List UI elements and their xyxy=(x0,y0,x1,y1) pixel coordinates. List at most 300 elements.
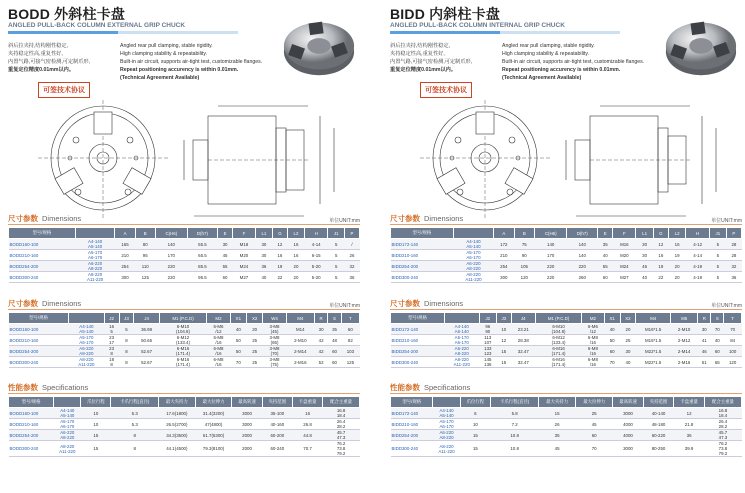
table-header-cell: J2 xyxy=(104,313,119,324)
table-cell: 4-14 xyxy=(305,239,328,250)
table-cell: 50 xyxy=(604,335,620,346)
section-divider xyxy=(8,224,360,225)
section-heading-en: Specifications xyxy=(42,383,89,392)
table-cell: 3000 xyxy=(613,408,644,419)
table-cell: A8-220 A11-220 xyxy=(69,357,105,368)
table-row xyxy=(9,419,360,430)
table-header-cell: J4 xyxy=(134,313,159,324)
table-cell: 44.1(4500) xyxy=(158,441,195,457)
technical-drawing-area xyxy=(8,100,370,228)
description-line: (Technical Agreement Available) xyxy=(120,75,200,81)
description-cn xyxy=(390,42,500,74)
table-cell: BODD160-100 xyxy=(9,239,76,250)
table-header-cell: J3 xyxy=(119,313,134,324)
table-cell: M22*1.5 xyxy=(636,357,671,368)
page-title: BODD 外斜柱卡盘 xyxy=(8,6,126,22)
table-cell: 35 xyxy=(539,430,576,441)
table-header-cell: 最高转速 xyxy=(613,397,644,408)
section-heading-cn: 性能参数 xyxy=(8,383,38,392)
table-cell: 26.8 xyxy=(292,419,322,430)
table-cell: 12 xyxy=(653,239,668,250)
table-header-cell: 卡盘重量 xyxy=(292,397,322,408)
table-row xyxy=(9,324,360,335)
table-cell: 3-M8 (45) xyxy=(263,324,286,335)
table-cell: A8-220 A11-220 xyxy=(445,357,480,368)
section-heading xyxy=(390,213,463,224)
table-cell: 40 xyxy=(636,272,653,283)
specifications-table xyxy=(390,396,742,457)
table-cell: 5.3 xyxy=(111,419,158,430)
table-cell: 60-200 xyxy=(262,430,292,441)
table-cell: BIDD172-140 xyxy=(391,239,454,250)
table-cell: 82 xyxy=(341,335,359,346)
table-row xyxy=(9,335,360,346)
table-cell: BIDD210-160 xyxy=(391,335,445,346)
table-cell: 35-100 xyxy=(262,408,292,419)
chuck-photo xyxy=(662,8,740,80)
table-header-cell: A xyxy=(115,228,135,239)
table-cell: M16*1.5 xyxy=(636,324,671,335)
table-header-cell xyxy=(75,228,115,239)
table-cell: 36 xyxy=(726,272,741,283)
section-heading-cn: 尺寸参数 xyxy=(8,214,38,223)
page-subtitle: ANGLED PULL-BACK COLUMN INTERNAL GRIP CHUCK xyxy=(390,22,565,29)
table-cell: 6-M16 (171.4) xyxy=(159,357,207,368)
table-row xyxy=(9,239,360,250)
table-cell: 170 xyxy=(155,250,187,261)
accent-bar xyxy=(8,31,238,34)
table-cell: 254 xyxy=(115,261,135,272)
section-heading-cn: 尺寸参数 xyxy=(390,299,420,308)
table-header-cell: T xyxy=(724,313,742,324)
table-cell: 7.2 xyxy=(491,419,539,430)
table-cell: M16 xyxy=(613,239,636,250)
table-cell: 45.7 47.3 xyxy=(704,430,741,441)
table-cell: A5-170 A6-170 xyxy=(54,419,81,430)
table-header-cell: P xyxy=(344,228,359,239)
table-cell: A8-220 A11-220 xyxy=(75,272,115,283)
table-cell: 5.8 xyxy=(491,408,539,419)
table-cell: 16 xyxy=(272,250,287,261)
table-cell: 6-M8 /16 xyxy=(582,346,605,357)
table-cell: 103 xyxy=(341,346,359,357)
table-cell: BIDD300-240 xyxy=(391,441,433,457)
table-cell: 30 xyxy=(620,346,636,357)
table-cell: 5 xyxy=(709,272,726,283)
table-cell: 145 136 xyxy=(479,357,497,368)
table-header-cell: 夹持范围 xyxy=(262,397,292,408)
table-header-cell: M1 (P.C.D) xyxy=(536,313,582,324)
section-heading xyxy=(8,213,81,224)
table-row xyxy=(391,408,742,419)
table-header-cell: L2 xyxy=(668,228,685,239)
table-header-cell: F xyxy=(613,228,636,239)
table-cell: 70.7 xyxy=(292,441,322,457)
table-cell: M24 xyxy=(613,261,636,272)
table-cell: 16 xyxy=(287,239,304,250)
table-cell: 12 xyxy=(272,239,287,250)
table-cell: 140 xyxy=(155,239,187,250)
technical-drawing-area xyxy=(390,100,745,228)
table-header-cell: 最大拉伸力 xyxy=(195,397,232,408)
table-cell: 60 xyxy=(328,357,341,368)
table-row xyxy=(9,430,360,441)
table-row xyxy=(9,346,360,357)
table-cell: 26.4 28.2 xyxy=(704,419,741,430)
table-cell: M22*1.5 xyxy=(636,346,671,357)
table-cell: 61.7(6300) xyxy=(195,430,232,441)
table-cell: 3000 xyxy=(613,441,644,457)
table-cell: 60 xyxy=(604,346,620,357)
table-cell: 140 xyxy=(567,250,598,261)
table-cell: 25 xyxy=(620,335,636,346)
table-cell: 3000 xyxy=(232,408,262,419)
table-header-cell: H xyxy=(305,228,328,239)
table-row xyxy=(391,346,742,357)
table-cell: 32 xyxy=(726,261,741,272)
table-cell: 5 xyxy=(328,261,345,272)
table-cell: 80-250 xyxy=(643,441,674,457)
table-cell: 2000 xyxy=(232,430,262,441)
description-line: High clamping stability & repeatability. xyxy=(120,51,207,57)
table-cell: M16*1.5 xyxy=(636,335,671,346)
table-cell: 19 xyxy=(653,261,668,272)
table-cell: 21.8 xyxy=(674,419,705,430)
description-line: 内置气路,可接气密检测,可定制爪形, xyxy=(390,59,473,65)
table-row xyxy=(391,272,742,283)
table-header-cell: J3 xyxy=(497,313,511,324)
table-header-cell: 最大夹持力 xyxy=(158,397,195,408)
table-cell: M27 xyxy=(613,272,636,283)
table-cell: 6-M6 /12 xyxy=(207,324,230,335)
table-cell: 120 xyxy=(724,357,742,368)
table-cell: 45 xyxy=(576,419,613,430)
table-cell: 25 xyxy=(247,346,263,357)
unit-label: 单位UNIT:mm xyxy=(329,218,360,224)
description-line: Repeat positioning accurency is within 0.01mm. xyxy=(502,67,621,73)
table-cell: 85.5 xyxy=(187,261,217,272)
table-cell: 5 xyxy=(328,272,345,283)
table-cell: 6 xyxy=(460,408,491,419)
table-cell: 40 xyxy=(604,324,620,335)
table-cell: BODD160-100 xyxy=(9,408,54,419)
table-cell: A5-170 A6-170 xyxy=(69,335,105,346)
table-cell: 65 xyxy=(711,357,724,368)
table-cell: 165 xyxy=(115,239,135,250)
dimensions-table xyxy=(390,227,742,283)
table-cell: 80 xyxy=(135,239,155,250)
table-header-cell: 卡爪行程(直径) xyxy=(111,397,158,408)
table-cell: 44.8 xyxy=(292,430,322,441)
table-cell: 220 xyxy=(535,272,567,283)
table-cell: A8-220 A11-220 xyxy=(54,441,81,457)
table-cell: 40-140 xyxy=(643,408,674,419)
table-cell: 6-M12 (133.4) xyxy=(159,335,207,346)
unit-label: 单位UNIT:mm xyxy=(711,303,742,309)
table-cell: 19 xyxy=(668,250,685,261)
table-cell: 28 xyxy=(726,239,741,250)
table-cell: 40 xyxy=(230,324,246,335)
table-cell: 40 xyxy=(620,357,636,368)
table-header-cell: R xyxy=(314,313,327,324)
table-cell: 6-M8 /16 xyxy=(207,335,230,346)
table-cell: 34.3(3500) xyxy=(158,430,195,441)
table-cell: 300 xyxy=(115,272,135,283)
table-cell: 60 xyxy=(711,346,724,357)
table-header-cell: H xyxy=(686,228,710,239)
table-cell: 50 xyxy=(230,346,246,357)
table-cell: 133 123 xyxy=(479,346,497,357)
table-cell: 110 xyxy=(135,261,155,272)
table-cell: 16.8 18.4 xyxy=(704,408,741,419)
table-cell: 36 xyxy=(674,430,705,441)
table-cell: A6-220 A8-220 xyxy=(433,430,460,441)
table-cell: 16 xyxy=(668,239,685,250)
table-cell: BIDD254-200 xyxy=(391,261,454,272)
table-cell: 4000 xyxy=(613,419,644,430)
section-divider xyxy=(8,393,360,394)
table-header-cell: J4 xyxy=(511,313,536,324)
table-cell: M27 xyxy=(233,272,256,283)
table-header-cell: 配合主重量 xyxy=(704,397,741,408)
table-header-cell: J2 xyxy=(479,313,497,324)
table-header-cell xyxy=(445,313,480,324)
table-cell: 6-M8 /16 xyxy=(582,357,605,368)
table-header-cell: E xyxy=(218,228,233,239)
table-cell: 50.65 xyxy=(134,335,159,346)
table-cell: 30 xyxy=(636,250,653,261)
table-header-cell: A xyxy=(494,228,515,239)
table-cell: 23 17 xyxy=(104,335,119,346)
table-cell: A4-140 A5-140 xyxy=(433,408,460,419)
table-cell: 52 xyxy=(314,357,327,368)
table-cell: M24 xyxy=(233,261,256,272)
section-heading-cn: 尺寸参数 xyxy=(390,214,420,223)
table-cell: 32.47 xyxy=(511,346,536,357)
table-header-cell: S xyxy=(328,313,341,324)
table-cell: 6-M6 /12 xyxy=(582,324,605,335)
section-heading xyxy=(8,382,88,393)
table-cell: 6-M10 (104.8) xyxy=(159,324,207,335)
table-cell: 25 xyxy=(247,335,263,346)
table-cell: 28.38 xyxy=(511,335,536,346)
table-cell: 70 xyxy=(604,357,620,368)
table-cell: A6-220 A8-220 xyxy=(445,346,480,357)
table-cell: 50 xyxy=(230,335,246,346)
table-cell: A6-220 A8-220 xyxy=(69,346,105,357)
unit-label: 单位UNIT:mm xyxy=(329,303,360,309)
table-cell: 45.7 47.3 xyxy=(323,430,360,441)
table-cell: 6-M16 (171.4) xyxy=(159,346,207,357)
table-cell: BODD254-200 xyxy=(9,430,54,441)
description-line: Built-in air circuit, supports air-tight test, customizable flanges. xyxy=(502,59,645,65)
table-cell: 30 xyxy=(314,324,327,335)
table-cell: 4-19 xyxy=(686,272,710,283)
table-cell: 22 xyxy=(272,272,287,283)
table-cell: 16 xyxy=(653,250,668,261)
table-cell: A4-140 A5-140 xyxy=(453,239,493,250)
table-cell: A6-220 A8-220 xyxy=(75,261,115,272)
table-cell: M14 xyxy=(286,324,314,335)
table-cell: 10 xyxy=(81,408,111,419)
description-line: 夹持稳定性高,重复性好, xyxy=(8,51,63,57)
table-header-cell: P xyxy=(726,228,741,239)
table-cell: BODD210-160 xyxy=(9,250,76,261)
table-cell: 210 xyxy=(494,250,515,261)
table-cell: 30 xyxy=(698,324,711,335)
table-cell: BIDD300-240 xyxy=(391,357,445,368)
table-cell: 5 xyxy=(709,261,726,272)
table-cell: A6-220 A8-220 xyxy=(453,261,493,272)
table-cell: 76.2 73.8 79.2 xyxy=(704,441,741,457)
table-cell: BIDD172-140 xyxy=(391,324,445,335)
table-cell: 25 xyxy=(576,408,613,419)
table-header-cell: M4 xyxy=(286,313,314,324)
table-cell: 16.8 18.4 xyxy=(323,408,360,419)
table-cell: 4000 xyxy=(613,430,644,441)
section-divider xyxy=(390,393,742,394)
table-cell: 172 xyxy=(494,239,515,250)
table-cell: 113 107 xyxy=(479,335,497,346)
table-cell: 10 xyxy=(460,419,491,430)
chuck-photo xyxy=(280,8,358,80)
section-heading-en: Dimensions xyxy=(424,299,464,308)
right-panel-bidd xyxy=(390,0,745,493)
table-cell: 10.8 xyxy=(491,430,539,441)
table-header-cell: 最大拉伸力 xyxy=(576,397,613,408)
table-cell: BIDD254-200 xyxy=(391,346,445,357)
dimensions-table-2 xyxy=(8,312,360,368)
table-header-cell: L2 xyxy=(287,228,304,239)
table-header-cell: G xyxy=(653,228,668,239)
table-cell: 18 8 xyxy=(104,357,119,368)
table-cell: 47(4800) xyxy=(195,419,232,430)
table-cell: 36 xyxy=(344,272,359,283)
table-cell: 17.6(1800) xyxy=(158,408,195,419)
table-cell: 8 xyxy=(119,335,134,346)
table-cell: 76.2 73.8 79.2 xyxy=(323,441,360,457)
table-cell: 3-M8 (75) xyxy=(263,357,286,368)
table-header-cell: 卡盘重量 xyxy=(674,397,705,408)
description-cn xyxy=(8,42,118,74)
table-cell: BIDD254-200 xyxy=(391,430,433,441)
table-row xyxy=(391,324,742,335)
table-header-cell: M4 xyxy=(636,313,671,324)
table-cell: 96 90 xyxy=(479,324,497,335)
table-cell: 300 xyxy=(494,272,515,283)
description-line: (Technical Agreement Available) xyxy=(502,75,582,81)
table-header-cell: X2 xyxy=(247,313,263,324)
table-cell: 70 xyxy=(724,324,742,335)
table-cell: 10 xyxy=(497,324,511,335)
section-heading-en: Specifications xyxy=(424,383,471,392)
table-header-cell: F xyxy=(233,228,256,239)
table-cell: 60 xyxy=(218,272,233,283)
table-cell: A4-140 A5-140 xyxy=(445,324,480,335)
table-cell: 41 xyxy=(698,335,711,346)
table-cell: 60 xyxy=(576,430,613,441)
table-header-cell: D(h7) xyxy=(567,228,598,239)
table-cell: 30 xyxy=(636,239,653,250)
table-cell: 6-M8 /16 xyxy=(582,335,605,346)
section-heading xyxy=(8,298,81,309)
table-cell: 15 xyxy=(81,430,111,441)
table-cell: 15 xyxy=(497,357,511,368)
table-cell: 60 xyxy=(341,324,359,335)
table-header-cell: 爪位行程 xyxy=(460,397,491,408)
table-cell: 46 xyxy=(698,346,711,357)
table-cell: 60-220 xyxy=(643,430,674,441)
dimensions-table xyxy=(8,227,360,283)
table-cell: 6-15 xyxy=(305,250,328,261)
table-cell: 20 xyxy=(668,261,685,272)
table-header-cell: D(h7) xyxy=(187,228,217,239)
table-cell: 70 xyxy=(230,357,246,368)
table-cell: 10 xyxy=(81,419,111,430)
table-cell: 30 xyxy=(218,239,233,250)
table-header-cell xyxy=(433,397,460,408)
table-cell: 15 xyxy=(497,346,511,357)
table-cell: 2-M10 xyxy=(286,335,314,346)
table-cell: 3-M8 (70) xyxy=(263,346,286,357)
table-cell: 39.9 xyxy=(674,441,705,457)
table-cell: 140 xyxy=(567,239,598,250)
table-cell: 6-M8 /16 xyxy=(207,346,230,357)
table-header-cell: L1 xyxy=(255,228,272,239)
table-cell: 6-M8 /16 xyxy=(207,357,230,368)
table-cell: 35 xyxy=(598,239,613,250)
table-cell: 16 xyxy=(292,408,322,419)
table-cell: 40-160 xyxy=(262,419,292,430)
table-cell: 15 xyxy=(539,408,576,419)
table-header-cell: M2 xyxy=(207,313,230,324)
table-cell: 30 xyxy=(255,239,272,250)
table-cell: 8 xyxy=(119,357,134,368)
table-cell: 90 xyxy=(514,250,535,261)
table-row xyxy=(391,250,742,261)
description-en xyxy=(502,42,662,82)
table-header-cell: 型号/规格 xyxy=(9,313,69,324)
table-cell: A8-220 A11-220 xyxy=(433,441,460,457)
table-cell: 55.5 xyxy=(187,239,217,250)
table-cell: 120 xyxy=(514,272,535,283)
table-cell: 12 xyxy=(497,335,511,346)
table-cell: 5-20 xyxy=(305,261,328,272)
table-cell: 23 8 xyxy=(104,346,119,357)
description-en xyxy=(120,42,280,82)
table-cell: 2-M14 xyxy=(671,346,698,357)
table-cell: 26.4 28.2 xyxy=(323,419,360,430)
table-cell: 19 xyxy=(272,261,287,272)
table-cell: 42 xyxy=(314,335,327,346)
table-cell: 65.5 xyxy=(187,250,217,261)
table-header-cell: C(H6) xyxy=(155,228,187,239)
table-header-cell: R xyxy=(698,313,711,324)
table-cell: 5 xyxy=(709,250,726,261)
table-cell: 5 xyxy=(709,239,726,250)
table-header-cell: 配合主重量 xyxy=(323,397,360,408)
table-header-cell xyxy=(453,228,493,239)
table-cell: A5-170 A6-170 xyxy=(453,250,493,261)
table-cell: 15 xyxy=(460,430,491,441)
table-cell: 45 xyxy=(539,441,576,457)
table-header-cell: J1 xyxy=(328,228,345,239)
table-header-cell xyxy=(69,313,105,324)
table-header-cell: E xyxy=(598,228,613,239)
technical-drawing xyxy=(8,100,370,228)
table-cell: 10.8 xyxy=(491,441,539,457)
table-cell: 45 xyxy=(218,250,233,261)
